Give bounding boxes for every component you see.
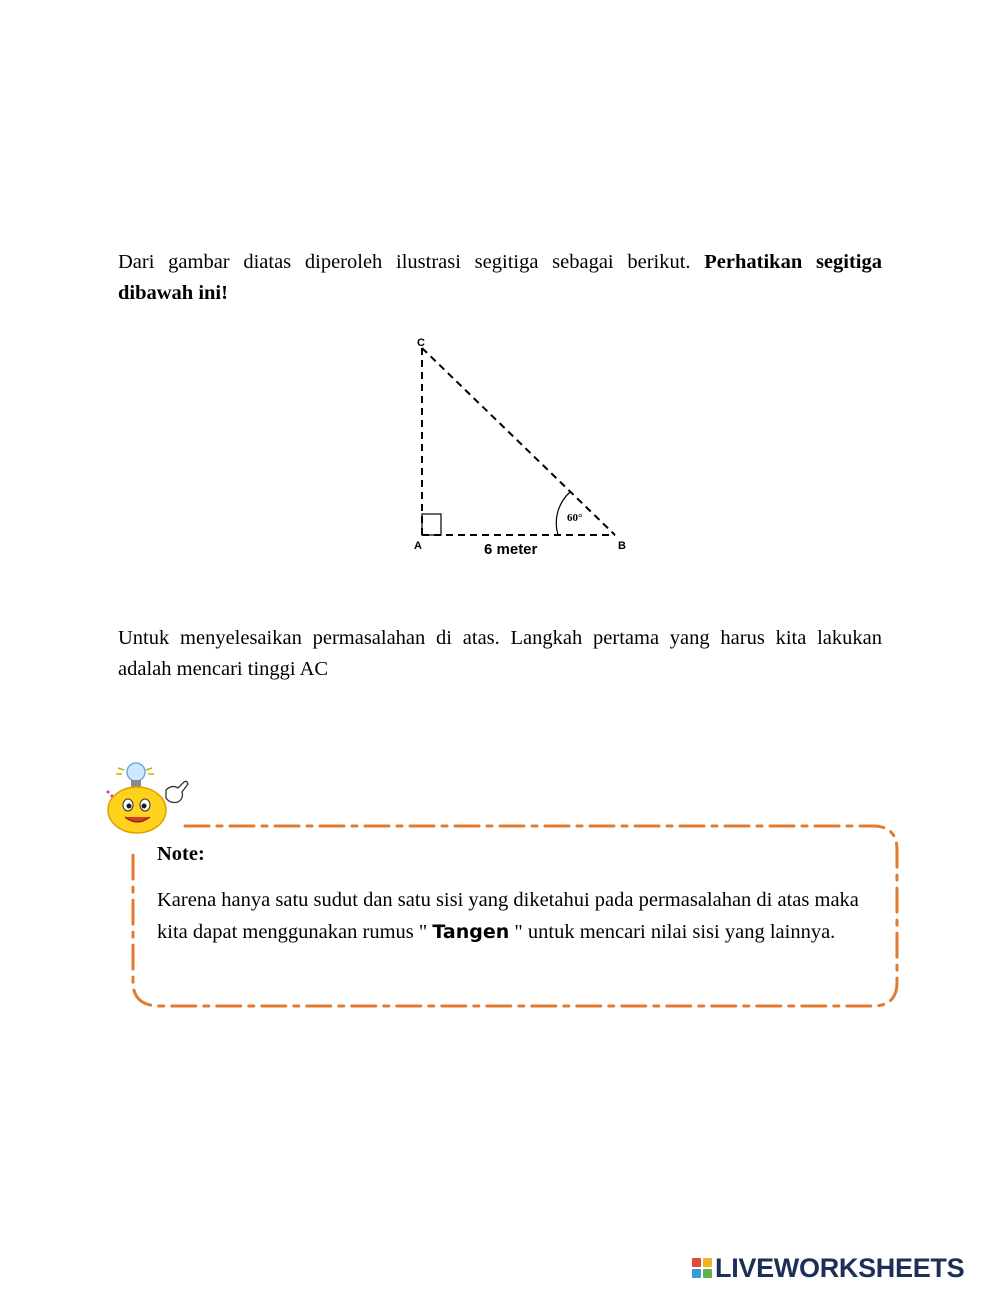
note-text-before: Karena hanya satu sudut dan satu sisi yang diketahui pada permasalahan di atas maka kita dapat menggunakan rumus " [157,889,859,943]
liveworksheets-logo-icon [692,1258,712,1278]
note-keyword: Tangen [432,920,510,943]
instruction-paragraph: Untuk menyelesaikan permasalahan di atas. Langkah pertama yang harus kita lakukan adalah mencari tinggi AC [118,627,882,680]
lightbulb-smiley-icon [100,760,192,838]
intro-paragraph [118,247,882,309]
angle-label: 60° [567,512,583,524]
liveworksheets-logo[interactable] [692,1252,964,1284]
note-title: Note: [157,843,205,865]
note-text-after: " untuk mencari nilai sisi yang lainnya. [509,920,836,943]
brand-name: LIVEWORKSHEETS [715,1252,965,1283]
base-length-label: 6 meter [484,541,538,558]
triangle-diagram [400,330,640,570]
intro-text: Dari gambar diatas diperoleh ilustrasi segitiga sebagai berikut. [118,251,705,273]
intro-bold-text: Perhatikan segitiga dibawah ini! [118,251,882,304]
right-angle-marker [422,514,441,535]
side-bc [422,348,615,535]
vertex-c-label: C [417,337,425,349]
note-body [157,885,879,948]
vertex-a-label: A [414,540,422,552]
vertex-b-label: B [618,540,626,552]
